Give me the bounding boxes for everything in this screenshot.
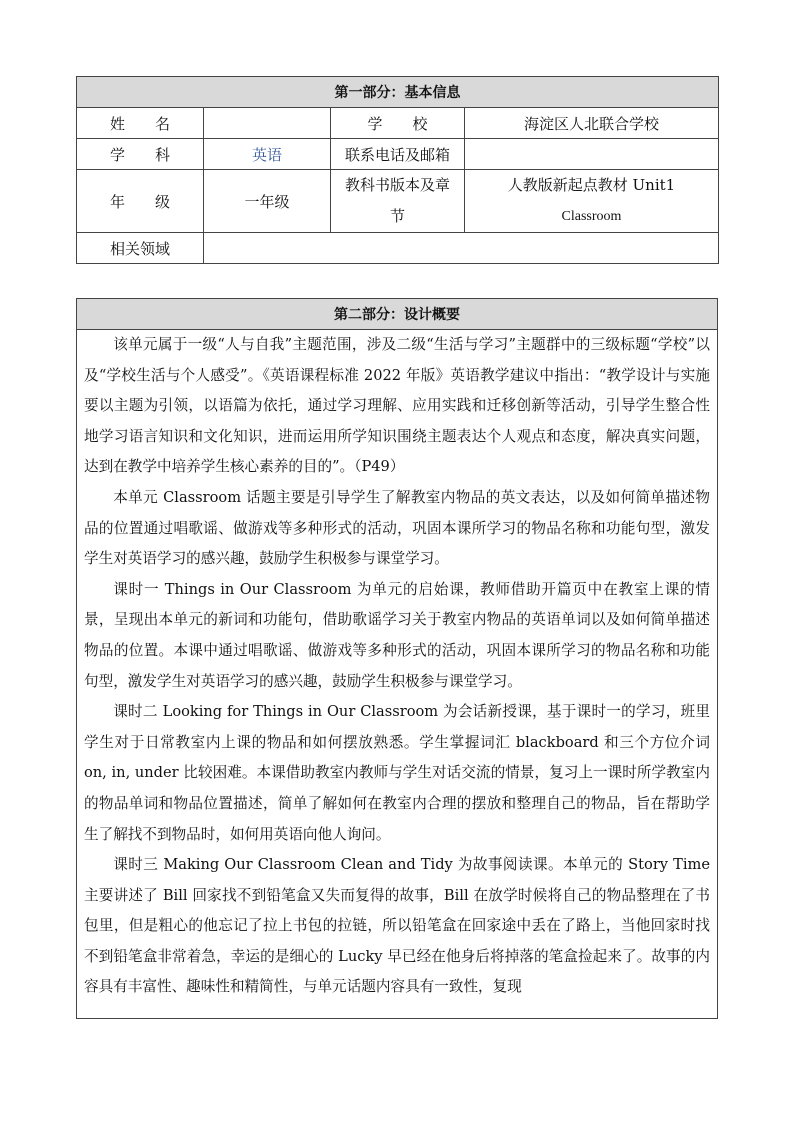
grade-label: 年 级 — [77, 170, 204, 233]
design-overview-body — [77, 330, 718, 1019]
textbook-value-line-2: Classroom — [561, 209, 622, 224]
contact-value — [465, 139, 719, 170]
school-label: 学 校 — [331, 108, 465, 139]
field-label: 相关领域 — [77, 233, 204, 264]
paragraph: 课时三 Making Our Classroom Clean and Tidy 为故事阅读课。本单元的 Story Time 主要讲述了 Bill 回家找不到铅笔盒又失而复得的故事，Bill 在放学时候将自己的物品整理在了书包里，但是粗心的他忘记了拉上书包的拉链，所以铅笔盒在回家途中丢在了路上，当他回家时找不到铅笔盒非常着急，幸运的是细心的 Lucky 早已经在他身后将掉落的笔盒捡起来了。故事的内容具有丰富性、趣味性和精简性，与单元话题内容具有一致性，复现 — [84, 856, 710, 996]
field-value — [204, 233, 719, 264]
part2-title: 第二部分：设计概要 — [77, 299, 718, 330]
grade-value: 一年级 — [204, 170, 331, 233]
part1-title: 第一部分：基本信息 — [77, 77, 719, 108]
textbook-value — [465, 170, 719, 233]
textbook-value-line-1: 人教版新起点教材 Unit1 — [507, 176, 676, 194]
paragraph: 课时二 Looking for Things in Our Classroom 为会话新授课，基于课时一的学习，班里学生对于日常教室内上课的物品和如何摆放熟悉。学生掌握词汇 blackboard 和三个方位介词 on, in, under 比较困难。本课借助教室内教师与学生对话交流的情景，复习上一课时所学教室内的物品单词和物品位置描述，简单了解如何在教室内合理的摆放和整理自己的物品，旨在帮助学生了解找不到物品时，如何用英语向他人询问。 — [84, 703, 710, 843]
subject-value: 英语 — [204, 139, 331, 170]
contact-label: 联系电话及邮箱 — [331, 139, 465, 170]
name-label: 姓 名 — [77, 108, 204, 139]
design-overview-table — [76, 298, 718, 1019]
paragraph: 该单元属于一级“人与自我”主题范围，涉及二级“生活与学习”主题群中的三级标题“学校”以及“学校生活与个人感受”。《英语课程标准 2022 年版》英语教学建议中指出：“教学设计与实施要以主题为引领，以语篇为依托，通过学习理解、应用实践和迁移创新等活动，引导学生整合性地学习语言知识和文化知识，进而运用所学知识围绕主题表达个人观点和态度，解决真实问题，达到在教学中培养学生核心素养的目的”。（P49） — [84, 336, 710, 476]
subject-label: 学 科 — [77, 139, 204, 170]
paragraph: 本单元 Classroom 话题主要是引导学生了解教室内物品的英文表达，以及如何简单描述物品的位置通过唱歌谣、做游戏等多种形式的活动，巩固本课所学习的物品名称和功能句型，激发学生对英语学习的感兴趣，鼓励学生积极参与课堂学习。 — [84, 488, 710, 568]
textbook-label — [331, 170, 465, 233]
textbook-label-line-2: 节 — [389, 207, 405, 225]
paragraph: 课时一 Things in Our Classroom 为单元的启始课，教师借助开篇页中在教室上课的情景，呈现出本单元的新词和功能句，借助歌谣学习关于教室内物品的英语单词以及如何简单描述物品的位置。本课中通过唱歌谣、做游戏等多种形式的活动，巩固本课所学习的物品名称和功能句型，激发学生对英语学习的感兴趣，鼓励学生积极参与课堂学习。 — [84, 580, 710, 690]
textbook-label-line-1: 教科书版本及章 — [344, 176, 450, 194]
name-value — [204, 108, 331, 139]
school-value: 海淀区人北联合学校 — [465, 108, 719, 139]
basic-info-table — [76, 76, 719, 264]
